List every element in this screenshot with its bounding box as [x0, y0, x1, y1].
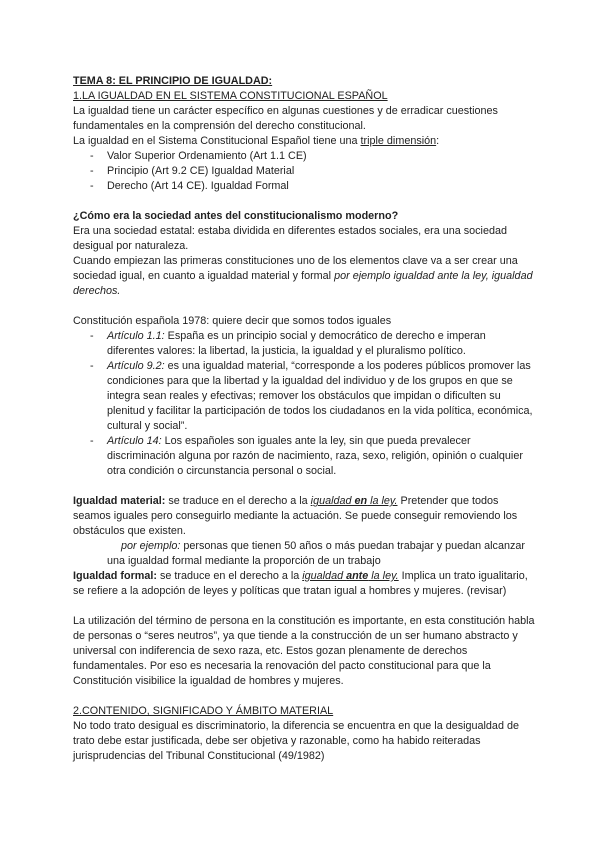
paragraph: Era una sociedad estatal: estaba dividida en diferentes estados sociales, era una sociedad desigual por naturaleza. — [73, 225, 507, 252]
paragraph: La igualdad en el Sistema Constitucional Español tiene una triple dimensión: — [73, 135, 440, 147]
example-line: una igualdad formal mediante la proporción de un trabajo — [107, 555, 381, 567]
list-item: - Artículo 9.2: es una igualdad material, “corresponde a los poderes públicos promover las condiciones para que la libertad y la igualdad del individuo y de los grupos en que se integra sean reales y efectivas; remover los obstáculos que impidan o dificulten su plenitud y facilitar la participación de todos los ciudadanos en la vida política, económica, cultural y social”. — [73, 359, 535, 434]
triple-dimension-term: triple dimensión — [360, 135, 437, 147]
list-item: - Valor Superior Ordenamiento (Art 1.1 CE) — [73, 149, 535, 164]
example-line: por ejemplo: personas que tienen 50 años o más puedan trabajar y puedan alcanzar — [121, 540, 525, 552]
document-page — [73, 74, 535, 764]
list-item: - Artículo 14: Los españoles son iguales ante la ley, sin que pueda prevalecer discriminación alguna por razón de nacimiento, raza, sexo, religión, opinión o cualquier otra condición o circunstancia personal o social. — [73, 434, 535, 479]
list-item: - Artículo 1.1: España es un principio social y democrático de derecho e imperan diferentes valores: la libertad, la justicia, la igualdad y el pluralismo político. — [73, 329, 535, 359]
paragraph: Cuando empiezan las primeras constituciones uno de los elementos clave va a ser crear una sociedad igual, en cuanto a igualdad material y formal por ejemplo igualdad ante la ley, igualdad derechos. — [73, 255, 533, 297]
material-equality-paragraph: Igualdad material: se traduce en el derecho a la igualdad en la ley. Pretender que todos seamos iguales pero conseguirlo mediante la actuación. Se puede conseguir removiendo los obstáculos que existen. — [73, 495, 518, 537]
paragraph: La igualdad tiene un carácter específico en algunas cuestiones y de erradicar cuestiones fundamentales en la comprensión del derecho constitucional. — [73, 105, 498, 132]
section-1-heading: 1.LA IGUALDAD EN EL SISTEMA CONSTITUCIONAL ESPAÑOL — [73, 90, 388, 102]
articles-list — [73, 329, 535, 479]
formal-equality-paragraph: Igualdad formal: se traduce en el derecho a la igualdad ante la ley. Implica un trato igualitario, se refiere a la adopción de leyes y políticas que tratan igual a hombres y mujeres. (revisar) — [73, 570, 528, 597]
question-heading: ¿Cómo era la sociedad antes del constitucionalismo moderno? — [73, 210, 399, 222]
dimensions-list — [73, 149, 535, 194]
list-item: - Principio (Art 9.2 CE) Igualdad Material — [73, 164, 535, 179]
paragraph: Constitución española 1978: quiere decir que somos todos iguales — [73, 315, 392, 327]
section-2-heading: 2.CONTENIDO, SIGNIFICADO Y ÁMBITO MATERIAL — [73, 705, 334, 717]
list-item: - Derecho (Art 14 CE). Igualdad Formal — [73, 179, 535, 194]
document-title: TEMA 8: EL PRINCIPIO DE IGUALDAD: — [73, 75, 273, 87]
paragraph: No todo trato desigual es discriminatorio, la diferencia se encuentra en que la desigualdad de trato debe estar justificada, debe ser objetiva y razonable, como ha habido reiteradas jurisprudencias del Tribunal Constitucional (49/1982) — [73, 720, 519, 762]
paragraph: La utilización del término de persona en la constitución es importante, en esta constitución habla de personas o “seres neutros”, ya que tiende a la construcción de un ser humano abstracto y universal con indiferencia de sexo raza, etc. Estos gozan plenamente de derechos fundamentales. Por eso es necesaria la renovación del pacto constitucional para que la Constitución visibilice la igualdad de hombres y mujeres. — [73, 615, 535, 687]
